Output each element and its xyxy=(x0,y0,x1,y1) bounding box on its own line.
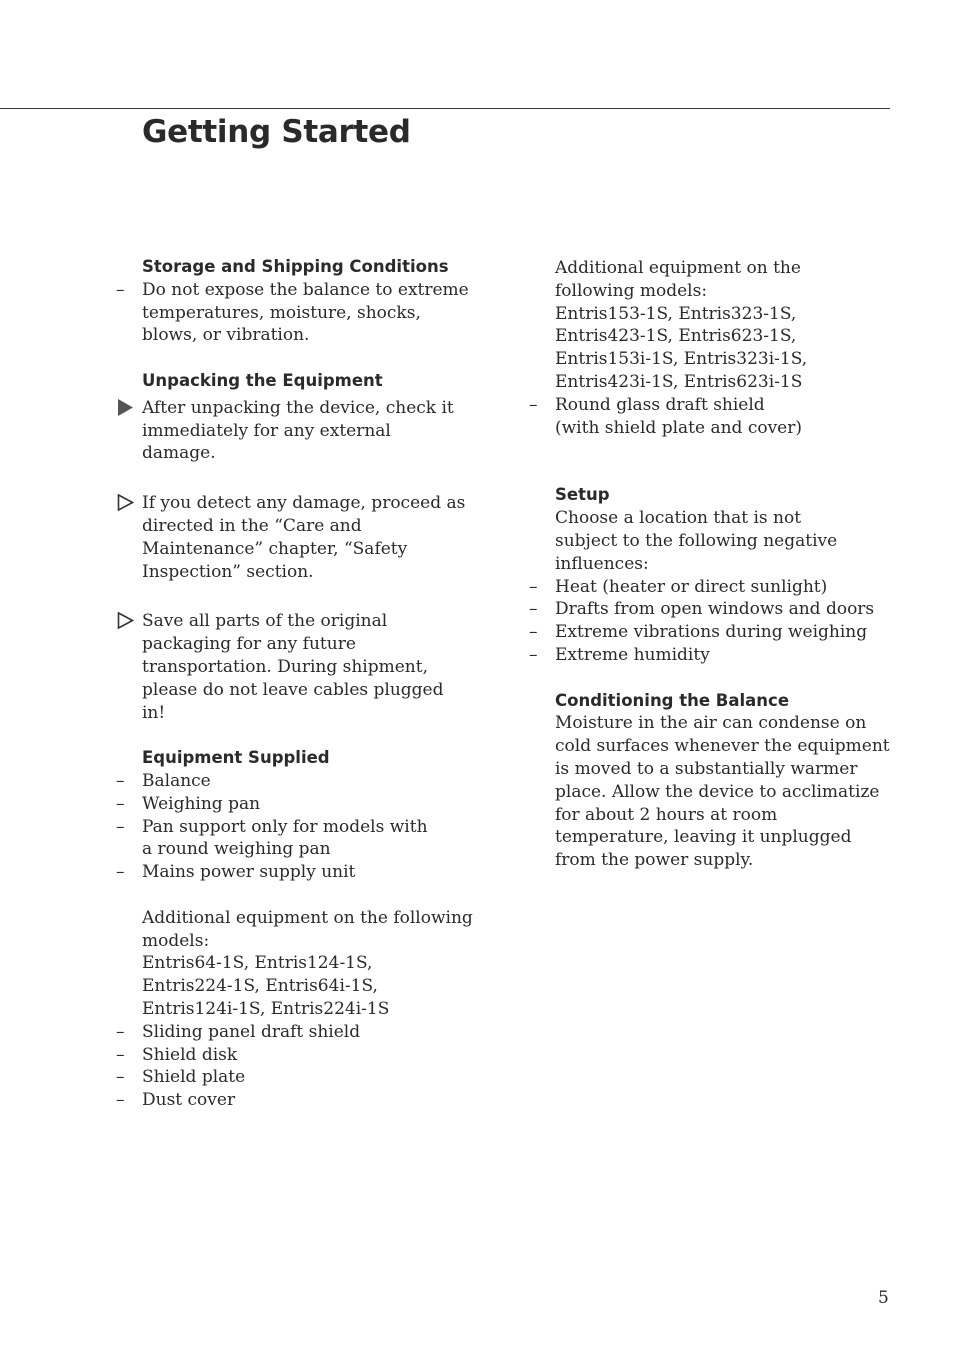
list-item-text: Shield disk xyxy=(142,1044,238,1065)
conditioning-text: Moisture in the air can condense on cold surfaces whenever the equipment is moved to a substantially warmer place. Allow the device to acclimatize for about 2 hours at room temperature, leaving it unplugged from the power supply. xyxy=(555,713,890,871)
additional-intro: Additional equipment on the following models: xyxy=(142,907,473,951)
dash-bullet: – xyxy=(116,816,125,837)
list-item-text: Weighing pan xyxy=(142,793,261,814)
unpacking-heading: Unpacking the Equipment xyxy=(142,370,383,390)
supplied-heading: Equipment Supplied xyxy=(142,748,330,768)
dash-bullet: – xyxy=(116,1021,125,1042)
dash-bullet: – xyxy=(116,1067,125,1088)
list-item xyxy=(529,394,895,440)
dash-bullet: – xyxy=(116,279,125,300)
right-column xyxy=(529,257,895,872)
list-item-text: Round glass draft shield (with shield plate and cover) xyxy=(555,394,802,438)
model-line: Entris64-1S, Entris124-1S, xyxy=(142,953,373,974)
list-item xyxy=(116,279,482,347)
list-item xyxy=(529,598,895,621)
model-line: Entris153i-1S, Entris323i-1S, xyxy=(555,349,808,370)
storage-heading: Storage and Shipping Conditions xyxy=(142,257,449,276)
model-line: Entris153-1S, Entris323-1S, xyxy=(555,303,797,324)
list-item xyxy=(116,816,482,862)
note-text: Save all parts of the original packaging for any future transportation. During shipment, please do not leave cables plugged in! xyxy=(142,611,444,723)
instruction-text: After unpacking the device, check it immediately for any external damage. xyxy=(142,397,454,464)
list-item xyxy=(116,1021,482,1044)
dash-bullet: – xyxy=(116,1090,125,1111)
setup-intro: Choose a location that is not subject to the following negative influences: xyxy=(555,508,838,574)
dash-bullet: – xyxy=(529,644,538,665)
list-item-text: Mains power supply unit xyxy=(142,862,356,883)
dash-bullet: – xyxy=(116,793,125,814)
note-item xyxy=(142,610,482,724)
additional-intro: Additional equipment on the following models: xyxy=(555,258,801,301)
list-item-text: Extreme humidity xyxy=(555,644,710,665)
dash-bullet: – xyxy=(529,576,538,597)
list-item xyxy=(116,770,482,793)
model-line: Entris423-1S, Entris623-1S, xyxy=(555,326,797,347)
list-item xyxy=(116,1044,482,1067)
list-item xyxy=(116,861,482,884)
list-item-text: Dust cover xyxy=(142,1090,236,1111)
page-title: Getting Started xyxy=(142,114,411,150)
list-item-text: Extreme vibrations during weighing xyxy=(555,622,868,643)
filled-triangle-icon xyxy=(117,399,134,416)
list-item-text: Sliding panel draft shield xyxy=(142,1021,361,1042)
dash-bullet: – xyxy=(529,394,538,415)
list-item-text: Do not expose the balance to extreme temperatures, moisture, shocks, blows, or vibration. xyxy=(142,279,469,346)
header-rule xyxy=(0,108,890,109)
note-item xyxy=(142,492,482,583)
dash-bullet: – xyxy=(116,862,125,883)
list-item-text: Heat (heater or direct sunlight) xyxy=(555,576,828,597)
dash-bullet: – xyxy=(116,1044,125,1065)
dash-bullet: – xyxy=(116,770,125,791)
list-item-text: Drafts from open windows and doors xyxy=(555,599,875,620)
model-line: Entris423i-1S, Entris623i-1S xyxy=(555,371,803,392)
page-number: 5 xyxy=(878,1288,889,1308)
model-line: Entris124i-1S, Entris224i-1S xyxy=(142,998,390,1019)
list-item xyxy=(529,576,895,599)
dash-bullet: – xyxy=(529,599,538,620)
conditioning-heading: Conditioning the Balance xyxy=(555,690,790,710)
model-line: Entris224-1S, Entris64i-1S, xyxy=(142,976,378,997)
note-text: If you detect any damage, proceed as directed in the “Care and Maintenance” chapter, “Safety Inspection” section. xyxy=(142,493,466,582)
setup-heading: Setup xyxy=(555,485,610,505)
outline-triangle-icon xyxy=(117,612,134,629)
list-item-text: Shield plate xyxy=(142,1067,246,1088)
list-item-text: Balance xyxy=(142,770,211,791)
instruction-item xyxy=(142,397,482,465)
outline-triangle-icon xyxy=(117,494,134,511)
list-item xyxy=(116,793,482,816)
list-item xyxy=(529,621,895,644)
list-item xyxy=(116,1089,482,1112)
left-column xyxy=(116,256,482,1112)
list-item xyxy=(116,1066,482,1089)
list-item xyxy=(529,644,895,667)
list-item-text: Pan support only for models with a round weighing pan xyxy=(142,816,428,860)
dash-bullet: – xyxy=(529,622,538,643)
